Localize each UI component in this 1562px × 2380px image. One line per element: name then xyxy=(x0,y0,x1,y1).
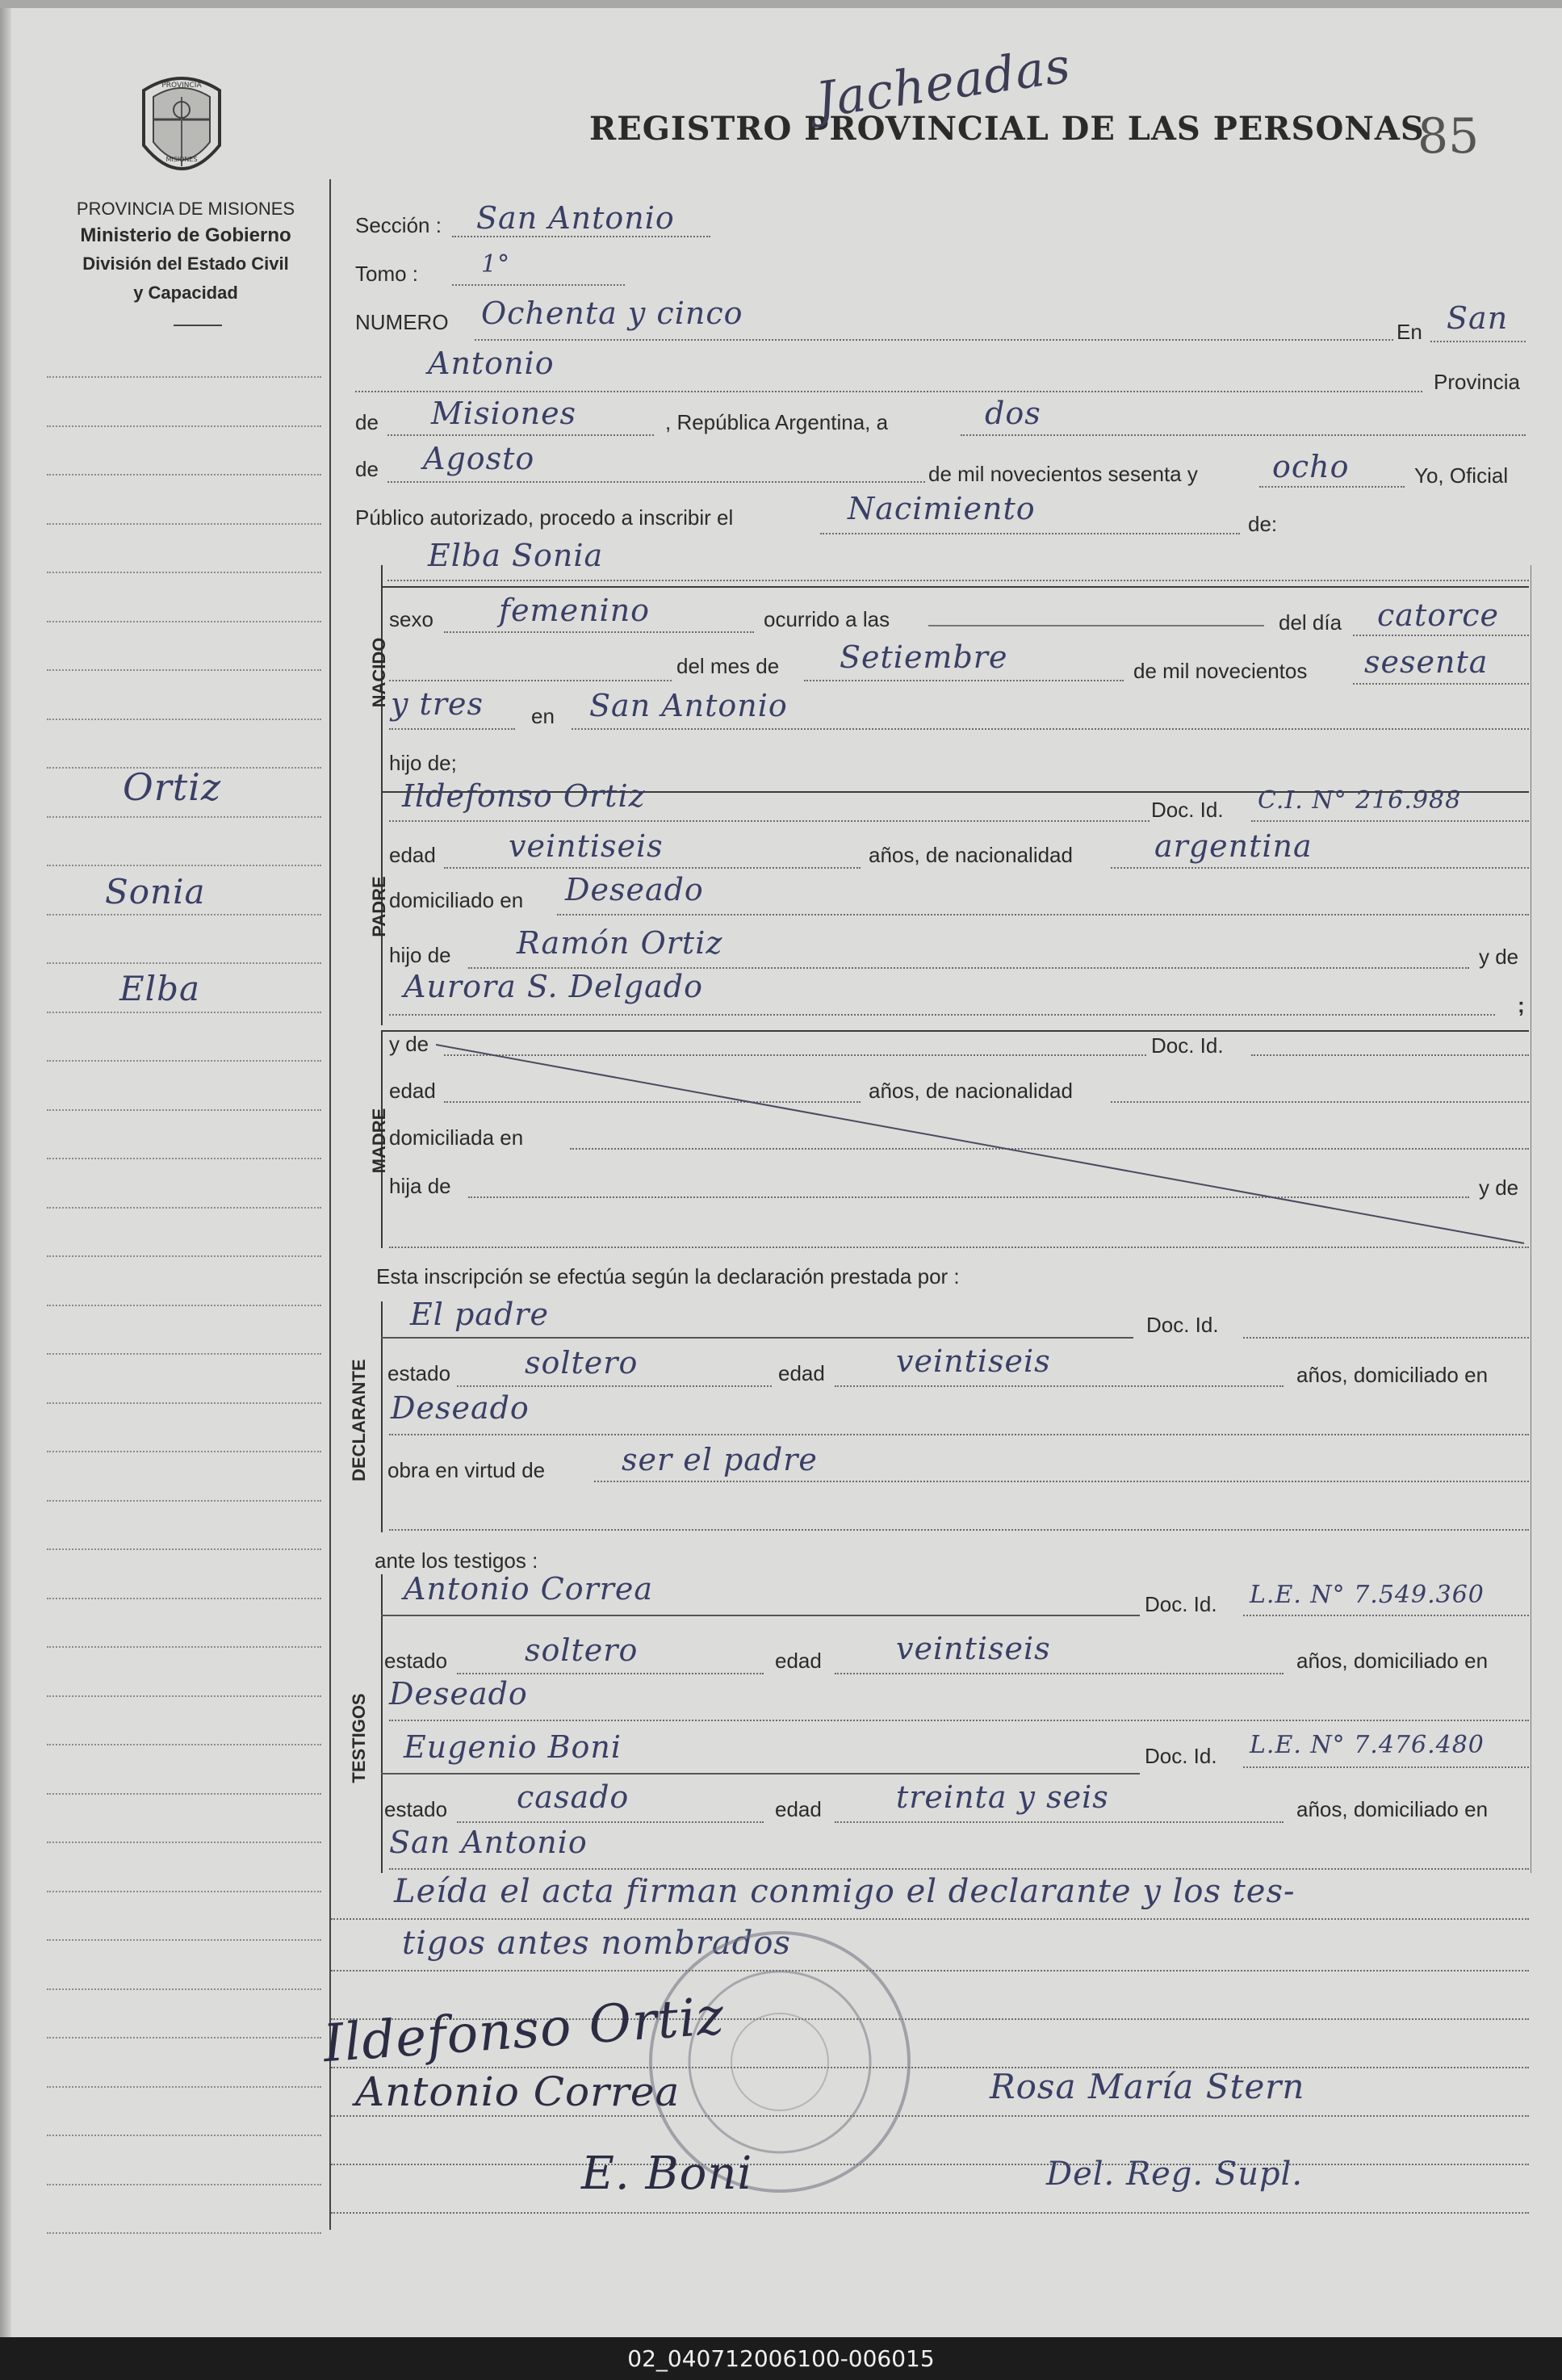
line-del-mes xyxy=(804,680,1124,681)
margin-divider xyxy=(329,179,331,2230)
seal-text-bottom: MISIONES xyxy=(165,156,198,163)
label-de-1: de xyxy=(355,410,379,434)
value-padre-dom: Deseado xyxy=(565,872,704,907)
line-padre-nombre xyxy=(389,820,1150,822)
label-madre-dom: domiciliada en xyxy=(389,1125,524,1150)
label-numero: NUMERO xyxy=(355,310,449,334)
label-mil-nov: de mil novecientos xyxy=(1133,659,1308,683)
label-ante-testigos: ante los testigos : xyxy=(375,1548,538,1573)
margin-ruled-line xyxy=(47,474,321,476)
label-declarante-anos-dom: años, domiciliado en xyxy=(1296,1363,1489,1387)
value-padre-nac: argentina xyxy=(1154,828,1313,864)
line-tomo xyxy=(452,284,625,286)
margin-ruled-line xyxy=(47,1353,321,1355)
value-declarante-edad: veintiseis xyxy=(896,1343,1051,1379)
margin-ruled-line xyxy=(47,1500,321,1502)
section-label-padre: PADRE xyxy=(369,876,389,937)
value-anio-nac-1: sesenta xyxy=(1364,644,1489,680)
margin-ruled-line xyxy=(47,1744,321,1745)
label-madre-nac: años, de nacionalidad xyxy=(869,1079,1073,1103)
label-republica: , República Argentina, a xyxy=(665,410,889,434)
margin-ruled-line xyxy=(47,1060,321,1062)
value-provincia: Misiones xyxy=(431,396,577,431)
line-testigo2-dom xyxy=(389,1868,1529,1870)
label-declarante-doc: Doc. Id. xyxy=(1146,1313,1219,1337)
value-padre-padre: Ramón Ortiz xyxy=(517,925,723,961)
label-testigo1-doc: Doc. Id. xyxy=(1145,1592,1217,1616)
line-anio-nac xyxy=(1353,683,1529,685)
value-testigo2-nombre: Eugenio Boni xyxy=(404,1729,622,1765)
margin-ruled-line xyxy=(47,621,321,622)
value-tomo: 1° xyxy=(481,250,511,279)
margin-name-first: Elba xyxy=(119,969,201,1008)
label-madre-y-de-2: y de xyxy=(1479,1175,1519,1200)
value-declarante-dom: Deseado xyxy=(391,1390,530,1426)
line-anio xyxy=(1259,486,1405,488)
margin-ruled-line xyxy=(47,1451,321,1452)
margin-ruled-line xyxy=(47,914,321,916)
section-label-declarante: DECLARANTE xyxy=(349,1359,369,1481)
signature-cargo: Del. Reg. Supl. xyxy=(1046,2156,1304,2193)
value-obra: ser el padre xyxy=(622,1442,818,1477)
office-underline xyxy=(174,325,222,326)
value-declarante-estado: soltero xyxy=(525,1345,639,1381)
line-numero xyxy=(475,339,1393,341)
line-padre-dom xyxy=(557,914,1529,916)
margin-ruled-line xyxy=(47,1012,321,1013)
line-del-dia xyxy=(1353,635,1529,636)
value-mes: Agosto xyxy=(423,441,535,476)
line-declarante-edad xyxy=(835,1385,1284,1387)
label-padre-edad: edad xyxy=(389,843,436,867)
line-declarante-nombre xyxy=(381,1337,1133,1339)
office-province: PROVINCIA DE MISIONES xyxy=(76,199,295,219)
margin-ruled-line xyxy=(47,1255,321,1257)
label-hijo-de: hijo de; xyxy=(389,751,457,775)
value-numero: Ochenta y cinco xyxy=(481,295,743,331)
office-division: División del Estado Civil xyxy=(82,254,289,274)
line-provincia xyxy=(387,434,654,436)
line-closing-7 xyxy=(331,2212,1529,2214)
label-obra: obra en virtud de xyxy=(387,1458,546,1482)
label-testigo2-estado: estado xyxy=(384,1797,448,1821)
value-acto: Nacimiento xyxy=(848,491,1036,526)
overwrite-stamp: Jacheadas xyxy=(812,37,1074,129)
label-de-2: de xyxy=(355,457,379,481)
province-seal-icon xyxy=(129,71,234,192)
line-testigo2-nombre xyxy=(381,1773,1140,1775)
line-nacido-spacer xyxy=(389,680,672,681)
label-madre-hija-de: hija de xyxy=(389,1174,451,1198)
testigos-bracket xyxy=(381,1574,383,1873)
line-closing-2 xyxy=(331,1970,1529,1971)
line-acto xyxy=(820,533,1240,534)
margin-ruled-line xyxy=(47,1842,321,1843)
margin-name-surname: Ortiz xyxy=(123,765,222,809)
label-testigo1-edad: edad xyxy=(775,1649,822,1673)
margin-ruled-line xyxy=(47,1939,321,1941)
line-obra xyxy=(594,1481,1529,1482)
line-padre-edad xyxy=(444,867,861,869)
nacido-topline xyxy=(381,586,1529,588)
value-testigo2-edad: treinta y seis xyxy=(896,1779,1109,1815)
label-testigo1-anos-dom: años, domiciliado en xyxy=(1296,1649,1489,1673)
label-madre-y-de: y de xyxy=(389,1032,429,1056)
label-en: En xyxy=(1397,320,1422,344)
label-madre-doc: Doc. Id. xyxy=(1151,1033,1224,1058)
margin-ruled-line xyxy=(47,523,321,525)
label-sexo: sexo xyxy=(389,607,433,631)
margin-ruled-line xyxy=(47,2086,321,2088)
line-seccion xyxy=(452,236,710,237)
margin-ruled-line xyxy=(47,1207,321,1209)
line-closing-1 xyxy=(331,1918,1529,1920)
margin-ruled-line xyxy=(47,1646,321,1648)
value-testigo2-estado: casado xyxy=(517,1779,630,1815)
line-declarante-doc xyxy=(1243,1337,1529,1339)
margin-ruled-line xyxy=(47,2135,321,2136)
value-padre-madre: Aurora S. Delgado xyxy=(404,969,703,1004)
value-dia: dos xyxy=(985,396,1041,431)
label-padre-nac: años, de nacionalidad xyxy=(869,843,1073,867)
binding-edge xyxy=(0,0,11,2337)
label-esta-inscripcion: Esta inscripción se efectúa según la declaración prestada por : xyxy=(376,1264,960,1288)
line-testigo2-edad xyxy=(835,1821,1284,1823)
label-en-lugar: en xyxy=(531,704,555,728)
line-sexo xyxy=(444,631,754,633)
line-en xyxy=(1430,341,1526,342)
label-mil-nov-sesenta: de mil novecientos sesenta y xyxy=(928,462,1198,486)
margin-ruled-line xyxy=(47,1891,321,1892)
label-yo-oficial: Yo, Oficial xyxy=(1414,463,1509,488)
margin-ruled-line xyxy=(47,376,321,378)
value-testigo1-edad: veintiseis xyxy=(896,1631,1051,1666)
label-madre-edad: edad xyxy=(389,1079,436,1103)
value-padre-nombre: Ildefonso Ortiz xyxy=(402,778,646,814)
margin-ruled-line xyxy=(47,669,321,671)
label-del-mes: del mes de xyxy=(676,654,780,678)
office-ministry: Ministerio de Gobierno xyxy=(80,224,291,246)
margin-ruled-line xyxy=(47,1988,321,1990)
margin-ruled-line xyxy=(47,2037,321,2039)
label-del-dia: del día xyxy=(1279,610,1342,635)
madre-cancel-stroke xyxy=(436,1038,1534,1250)
line-testigo1-edad xyxy=(835,1673,1284,1674)
label-de-colon: de: xyxy=(1248,512,1278,536)
margin-ruled-line xyxy=(47,1793,321,1795)
line-declarante-estado xyxy=(457,1385,772,1387)
label-tomo: Tomo : xyxy=(355,262,419,286)
line-mes xyxy=(387,481,925,483)
seal-text-top: PROVINCIA xyxy=(161,82,202,90)
label-semicolon: ; xyxy=(1518,993,1525,1017)
signature-testigo2: E. Boni xyxy=(581,2147,753,2200)
label-testigo2-edad: edad xyxy=(775,1797,822,1821)
margin-ruled-line xyxy=(47,1695,321,1697)
label-provincia: Provincia xyxy=(1434,370,1520,394)
value-testigo1-doc: L.E. N° 7.549.360 xyxy=(1250,1581,1485,1609)
value-lugar: San Antonio xyxy=(589,688,788,723)
value-testigo1-estado: soltero xyxy=(525,1632,639,1668)
declarante-bracket xyxy=(381,1301,383,1532)
margin-name-second: Sonia xyxy=(105,872,206,911)
signature-oficial: Rosa María Stern xyxy=(990,2067,1305,2106)
margin-ruled-line xyxy=(47,425,321,427)
margin-ruled-line xyxy=(47,2184,321,2185)
line-testigo2-doc xyxy=(1243,1766,1529,1768)
line-testigo1-dom xyxy=(389,1720,1529,1721)
line-ocurrido-struck xyxy=(928,625,1264,626)
closing-line-1: Leída el acta firman conmigo el declarante y los tes- xyxy=(394,1873,1296,1910)
label-publico: Público autorizado, procedo a inscribir el xyxy=(355,505,734,530)
section-label-nacido: NACIDO xyxy=(369,637,389,708)
top-edge xyxy=(0,0,1562,8)
margin-ruled-line xyxy=(47,1158,321,1159)
value-sexo: femenino xyxy=(499,593,651,628)
value-declarante-nombre: El padre xyxy=(410,1297,549,1332)
value-testigo1-dom: Deseado xyxy=(389,1676,528,1712)
page-title: REGISTRO PROVINCIAL DE LAS PERSONAS xyxy=(589,110,1425,148)
signature-padre: Ildefonso Ortiz xyxy=(321,1986,727,2075)
label-declarante-estado: estado xyxy=(387,1361,451,1385)
label-testigo1-estado: estado xyxy=(384,1649,448,1673)
value-testigo1-nombre: Antonio Correa xyxy=(404,1571,654,1607)
margin-ruled-line xyxy=(47,1402,321,1404)
line-testigo1-estado xyxy=(457,1673,764,1674)
line-padre-madre xyxy=(389,1014,1495,1016)
line-anio-nac-2 xyxy=(389,728,515,730)
margin-ruled-line xyxy=(47,1598,321,1599)
closing-line-2: tigos antes nombrados xyxy=(402,1925,791,1962)
signature-testigo1: Antonio Correa xyxy=(355,2068,680,2115)
margin-ruled-line xyxy=(47,1548,321,1550)
line-lugar xyxy=(572,728,1529,730)
label-padre-hijo-de: hijo de xyxy=(389,943,451,967)
margin-ruled-line xyxy=(47,1305,321,1306)
margin-ruled-line xyxy=(47,816,321,818)
label-testigo2-doc: Doc. Id. xyxy=(1145,1744,1217,1768)
margin-ruled-line xyxy=(47,962,321,964)
line-testigo1-nombre xyxy=(381,1615,1140,1616)
label-padre-y-de: y de xyxy=(1479,945,1519,969)
section-label-madre: MADRE xyxy=(369,1108,389,1174)
line-nombre xyxy=(387,580,1529,581)
value-testigo2-doc: L.E. N° 7.476.480 xyxy=(1250,1731,1485,1759)
value-del-mes: Setiembre xyxy=(840,639,1008,675)
label-padre-dom: domiciliado en xyxy=(389,888,524,912)
line-obra-2 xyxy=(389,1529,1529,1531)
line-closing-6 xyxy=(331,2164,1529,2165)
image-caption: 02_040712006100-006015 xyxy=(627,2345,935,2372)
label-padre-doc: Doc. Id. xyxy=(1151,798,1224,822)
margin-ruled-line xyxy=(47,719,321,720)
line-padre-doc xyxy=(1251,820,1529,822)
margin-ruled-line xyxy=(47,572,321,573)
line-dia xyxy=(961,434,1526,436)
value-nombre: Elba Sonia xyxy=(428,538,604,573)
madre-topline xyxy=(381,1030,1529,1032)
value-del-dia: catorce xyxy=(1377,597,1500,633)
value-testigo2-dom: San Antonio xyxy=(389,1825,588,1860)
value-padre-doc: C.I. N° 216.988 xyxy=(1258,786,1462,815)
value-padre-edad: veintiseis xyxy=(509,828,664,864)
section-label-testigos: TESTIGOS xyxy=(349,1693,369,1783)
line-closing-5 xyxy=(331,2115,1529,2117)
page-number: 85 xyxy=(1418,108,1480,165)
line-padre-nac xyxy=(1111,867,1529,869)
line-testigo1-doc xyxy=(1243,1615,1529,1616)
value-seccion: San Antonio xyxy=(476,200,675,236)
value-anio-nac-2: y tres xyxy=(391,686,484,722)
label-testigo2-anos-dom: años, domiciliado en xyxy=(1296,1797,1489,1821)
margin-ruled-line xyxy=(47,865,321,866)
label-ocurrido: ocurrido a las xyxy=(764,607,890,631)
line-declarante-dom xyxy=(389,1434,1529,1435)
label-seccion: Sección : xyxy=(355,213,442,237)
margin-ruled-line xyxy=(47,2232,321,2234)
label-declarante-edad: edad xyxy=(778,1361,825,1385)
line-en-2 xyxy=(355,391,1422,392)
margin-ruled-line xyxy=(47,1109,321,1111)
value-anio: ocho xyxy=(1272,449,1350,484)
value-en-1: San xyxy=(1447,300,1509,336)
office-capacity: y Capacidad xyxy=(133,283,238,303)
value-en-2: Antonio xyxy=(428,346,555,381)
line-testigo2-estado xyxy=(457,1821,764,1823)
